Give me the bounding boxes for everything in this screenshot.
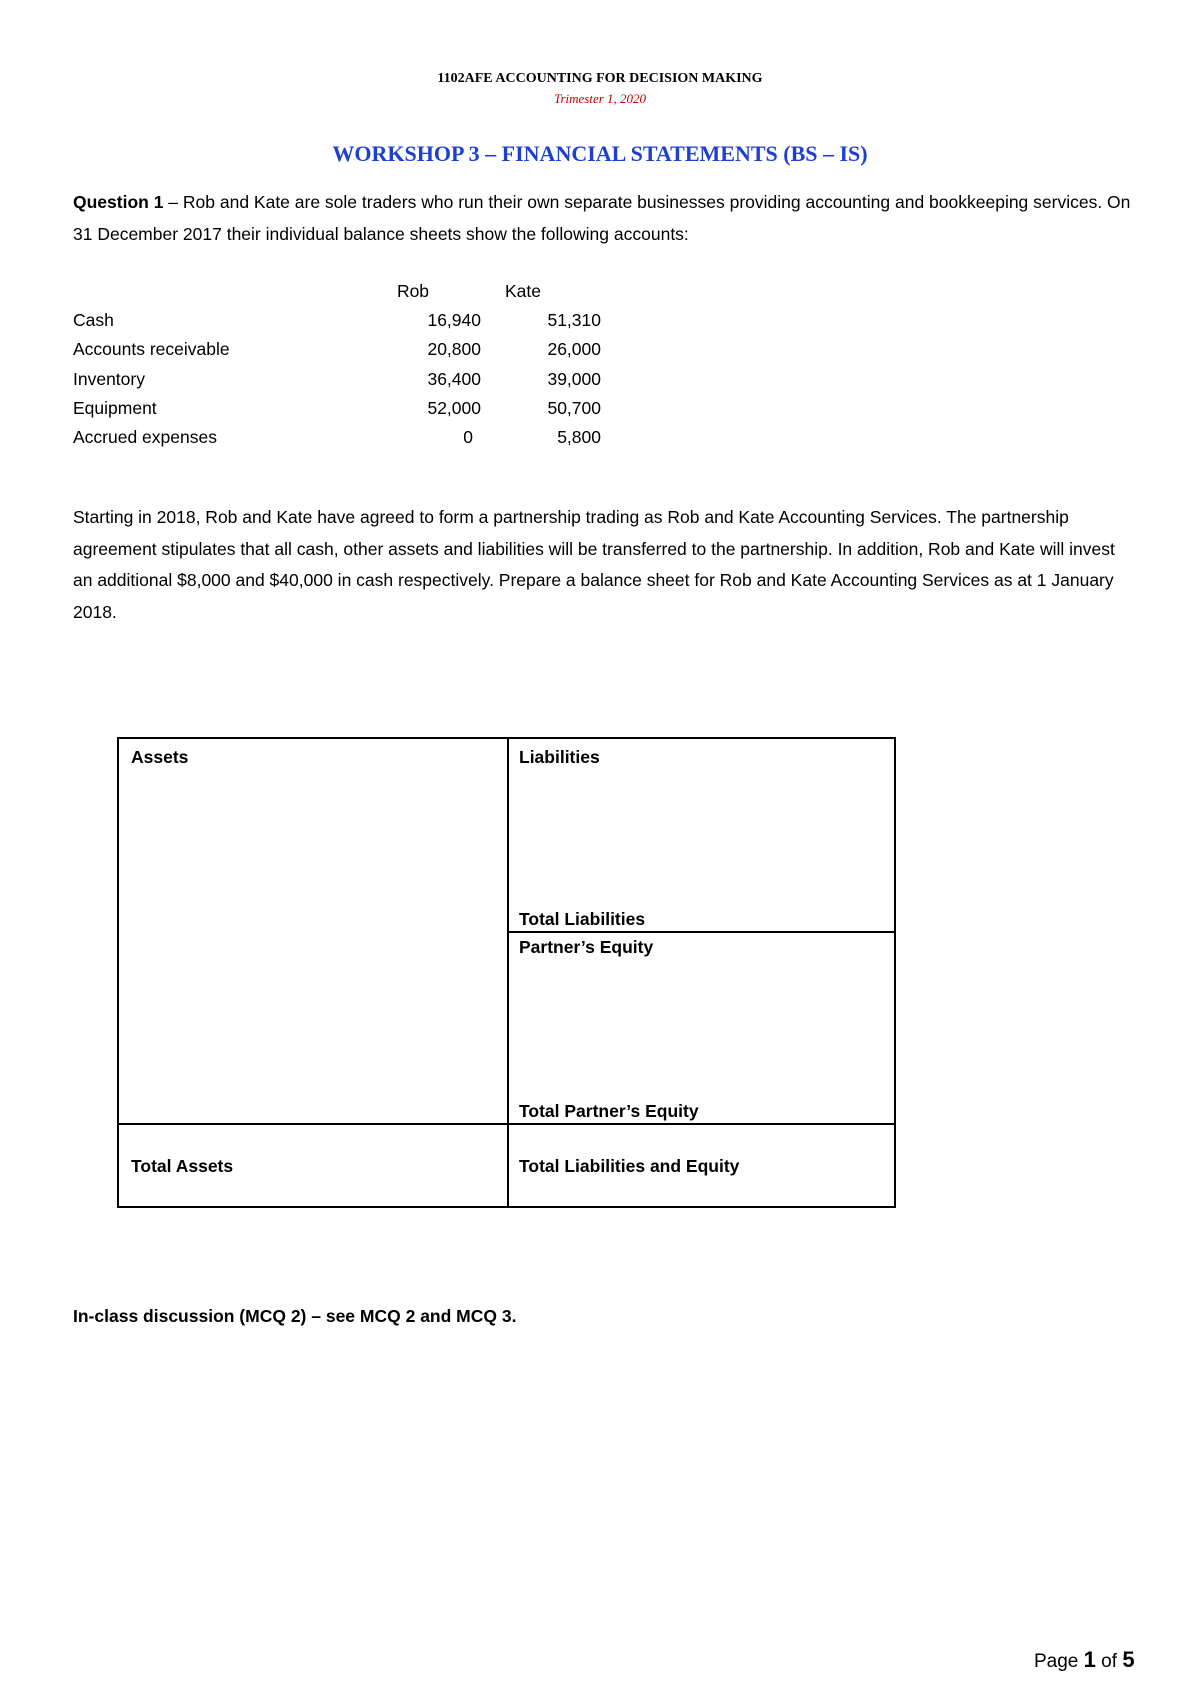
page-number: [1034, 1647, 1135, 1673]
account-rob-value: 36,400: [427, 368, 481, 389]
totals-divider: [119, 1123, 894, 1125]
account-name: Accrued expenses: [73, 426, 217, 447]
of-word: of: [1095, 1651, 1123, 1672]
question-1-intro: – Rob and Kate are sole traders who run their own separate businesses providing accounting and bookkeeping services. On 31 December 2017 their individual balance sheets show the following accounts:: [73, 192, 1131, 244]
page-word: Page: [1034, 1651, 1084, 1672]
course-title: 1102AFE ACCOUNTING FOR DECISION MAKING: [437, 71, 763, 86]
instructions-paragraph: Starting in 2018, Rob and Kate have agreed to form a partnership trading as Rob and Kate Accounting Services. The partnership agreement stipulates that all cash, other assets and liabilities will be transferred to the partnership. In addition, Rob and Kate will invest an additional $8,000 and $40,000 in cash respectively. Prepare a balance sheet for Rob and Kate Accounting Services as at 1 January 2018.: [73, 507, 1115, 622]
account-kate-value: 50,700: [547, 397, 601, 418]
column-divider: [507, 739, 509, 1206]
liabilities-equity-divider: [507, 931, 896, 933]
account-kate-value: 51,310: [547, 310, 601, 331]
account-name: Cash: [73, 310, 114, 331]
question-1-text: [73, 187, 1133, 250]
liabilities-heading: Liabilities: [519, 747, 600, 767]
account-kate-value: 5,800: [557, 426, 601, 447]
question-1-label: Question 1: [73, 192, 164, 212]
in-class-discussion: In-class discussion (MCQ 2) – see MCQ 2 and MCQ 3.: [73, 1306, 517, 1326]
total-assets-label: Total Assets: [131, 1156, 234, 1176]
partners-equity-heading: Partner’s Equity: [519, 937, 654, 957]
total-partners-equity-label: Total Partner’s Equity: [519, 1101, 699, 1121]
account-rob-value: 0: [463, 426, 473, 447]
account-rob-value: 20,800: [427, 339, 481, 360]
account-rob-value: 52,000: [427, 397, 481, 418]
column-kate: Kate: [505, 281, 541, 301]
account-name: Inventory: [73, 368, 145, 389]
balance-sheet-template: [117, 737, 896, 1208]
assets-heading: Assets: [131, 747, 189, 767]
total-liabilities-equity-label: Total Liabilities and Equity: [519, 1156, 740, 1176]
current-page: 1: [1083, 1647, 1096, 1672]
workshop-title: WORKSHOP 3 – FINANCIAL STATEMENTS (BS – IS): [332, 141, 868, 166]
account-name: Equipment: [73, 397, 157, 418]
total-pages: 5: [1122, 1647, 1135, 1672]
account-name: Accounts receivable: [73, 339, 230, 360]
total-liabilities-label: Total Liabilities: [519, 909, 646, 929]
column-rob: Rob: [396, 281, 430, 301]
trimester: Trimester 1, 2020: [553, 91, 647, 106]
account-rob-value: 16,940: [427, 310, 481, 331]
account-kate-value: 39,000: [547, 368, 601, 389]
account-kate-value: 26,000: [547, 339, 601, 360]
